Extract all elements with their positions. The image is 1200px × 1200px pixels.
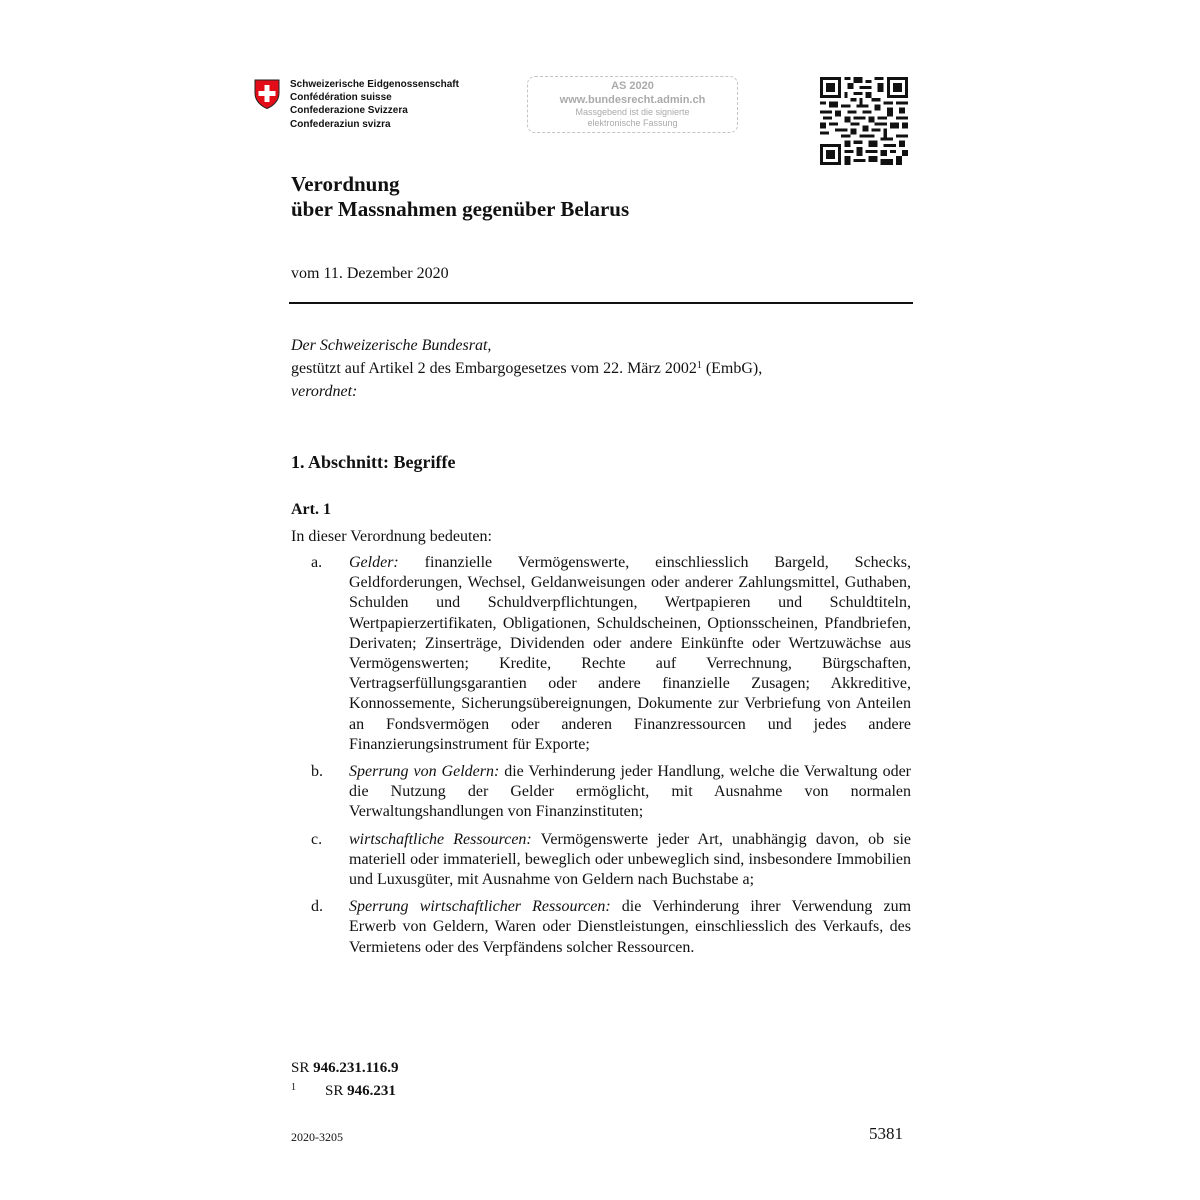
- preamble-authority: Der Schweizerische Bundesrat,: [291, 337, 492, 354]
- definition-body: die Verhinderung jeder Handlung, welche die Verwaltung oder die Nutzung der Gelder ermöglicht, mit Ausnahme von normalen Verwaltungshandlungen von Finanzinstituten;: [349, 763, 911, 821]
- definition-label: b.: [311, 763, 323, 781]
- footnote-reference[interactable]: 1: [696, 360, 702, 371]
- legal-basis-text: gestützt auf Artikel 2 des Embargogesetzes vom 22. März 2002: [291, 360, 697, 377]
- preamble: [291, 334, 762, 403]
- title-line-1: Verordnung: [291, 172, 400, 196]
- definition-term: Sperrung wirtschaftlicher Ressourcen:: [349, 898, 611, 916]
- swiss-cross-icon: [253, 78, 281, 110]
- preamble-decree: verordnet:: [291, 383, 358, 400]
- footnote: [291, 1078, 396, 1101]
- definition-item: [291, 762, 911, 823]
- confederation-name-fr: Confédération suisse: [290, 92, 392, 104]
- definitions-list: [291, 553, 911, 965]
- preamble-legal-basis: [291, 357, 762, 380]
- sr-number: 946.231.116.9: [313, 1060, 399, 1076]
- stamp-collection: AS 2020: [611, 80, 654, 92]
- article-heading: Art. 1: [291, 501, 331, 518]
- confederation-name-block: [290, 78, 459, 131]
- official-publication-stamp: [527, 76, 738, 133]
- document-date: vom 11. Dezember 2020: [291, 265, 449, 282]
- definition-text: [349, 553, 911, 755]
- footnote-prefix: SR: [325, 1083, 348, 1099]
- document-title: [291, 172, 629, 222]
- stamp-note-line1: Massgebend ist die signierte: [575, 107, 690, 117]
- definition-term: wirtschaftliche Ressourcen:: [349, 830, 532, 848]
- section-heading: 1. Abschnitt: Begriffe: [291, 452, 456, 472]
- definition-body: Vermögenswerte jeder Art, unabhängig davon, ob sie materiell oder immateriell, beweglich oder unbeweglich sind, insbesondere Immobilien und Luxusgüter, mit Ausnahme von Geldern nach Buchstabe a;: [349, 830, 912, 889]
- article-intro: In dieser Verordnung bedeuten:: [291, 528, 492, 545]
- definition-body: finanzielle Vermögenswerte, einschliesslich Bargeld, Schecks, Geldforderungen, Wechsel, Geldanweisungen oder anderer Zahlungsmittel, Guthaben, Schulden und Schuldverpflichtungen, Wertpapieren und Schuldtiteln, Wertpapierzertifikaten, Obligationen, Schuldscheinen, Optionsscheinen, Pfandbriefen, Derivaten; Zinserträge, Dividenden oder andere Einkünfte oder Wertzuwächse aus Vermögenswerten; Kredite, Rechte auf Verrechnung, Bürgschaften, Vertragserfüllungsgarantien oder andere finanzielle Zusagen; Akkreditive, Konnossemente, Sicherungsübereignungen, Dokumente zur Verbriefung von Anteilen an Fondsvermögen oder anderen Finanzressourcen und jedes andere Finanzierungsinstrument für Exporte;: [349, 554, 911, 753]
- footnote-number: 1: [291, 1082, 296, 1093]
- definition-label: a.: [311, 554, 323, 571]
- page-number: 5381: [869, 1124, 903, 1143]
- title-divider: [289, 302, 913, 304]
- qr-code-icon: [820, 77, 908, 165]
- definition-text: [349, 897, 911, 958]
- confederation-name-de: Schweizerische Eidgenossenschaft: [290, 79, 459, 90]
- definition-item: [291, 830, 911, 891]
- definition-term: Gelder:: [349, 554, 399, 571]
- sr-prefix: SR: [291, 1060, 314, 1076]
- confederation-name-it: Confederazione Svizzera: [290, 105, 408, 117]
- definition-label: d.: [311, 898, 323, 916]
- definition-text: [349, 762, 911, 823]
- definition-term: Sperrung von Geldern:: [349, 763, 500, 781]
- stamp-note-line2: elektronische Fassung: [587, 118, 678, 128]
- definition-body: die Verhinderung ihrer Verwendung zum Erwerb von Geldern, Waren oder Dienstleistungen, einschliesslich des Verkaufs, des Vermietens oder des Verpfändens solcher Ressourcen.: [349, 898, 912, 956]
- title-line-2: über Massnahmen gegenüber Belarus: [291, 197, 630, 221]
- confederation-name-rm: Confederaziun svizra: [290, 118, 391, 130]
- sr-reference: [291, 1058, 399, 1078]
- definition-label: c.: [311, 830, 323, 848]
- footnote-sr-number: 946.231: [347, 1083, 396, 1099]
- stamp-website: www.bundesrecht.admin.ch: [559, 94, 706, 106]
- definition-text: [349, 830, 911, 891]
- definition-item: [291, 553, 911, 755]
- document-code: 2020-3205: [291, 1130, 343, 1144]
- definition-item: [291, 897, 911, 958]
- legal-basis-abbrev: (EmbG),: [701, 360, 763, 377]
